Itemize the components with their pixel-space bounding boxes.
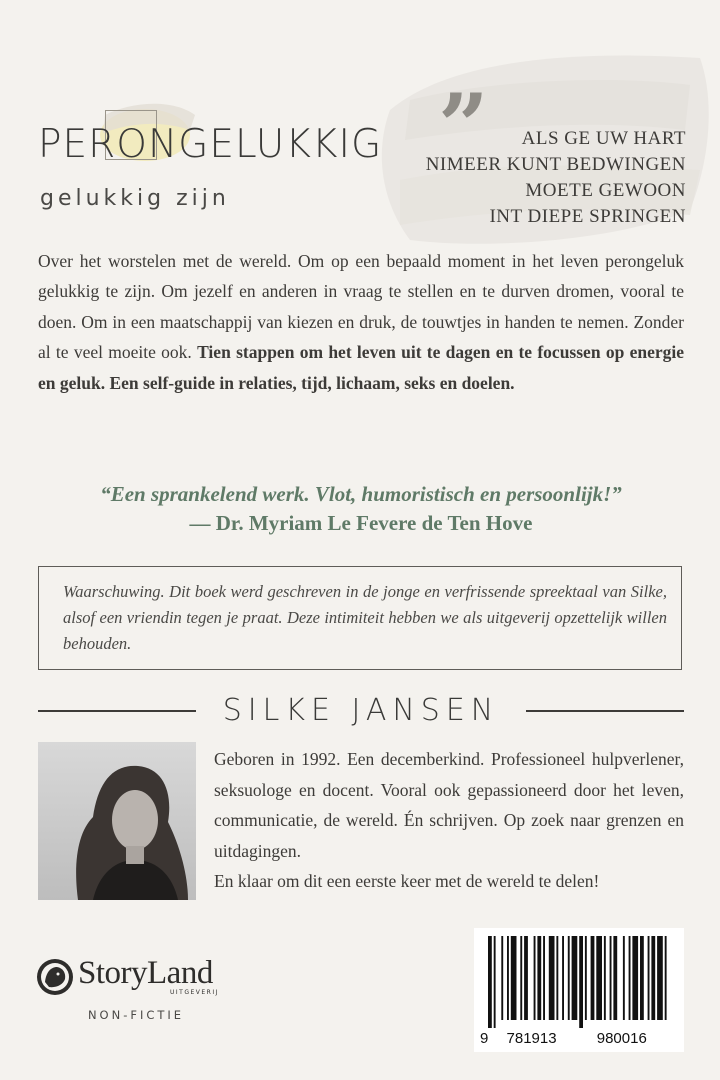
barcode-bar <box>640 936 644 1020</box>
quote-mark-icon: ” <box>438 74 489 178</box>
barcode-bar <box>549 936 555 1020</box>
barcode-bar <box>494 936 496 1028</box>
divider-right <box>526 710 684 712</box>
barcode-bar <box>657 936 663 1020</box>
isbn <box>480 1030 680 1047</box>
publisher-sub: UITGEVERIJ <box>170 989 219 996</box>
barcode-bar <box>651 936 655 1020</box>
review-attribution: — Dr. Myriam Le Fevere de Ten Hove <box>189 511 533 535</box>
barcode-bar <box>520 936 522 1020</box>
barcode-bar <box>613 936 617 1020</box>
barcode-bar <box>623 936 625 1020</box>
barcode-bar <box>610 936 612 1020</box>
author-bio <box>214 744 684 897</box>
divider-left <box>38 710 196 712</box>
barcode-bar <box>501 936 503 1020</box>
barcode-bar <box>488 936 492 1028</box>
barcode-bar <box>524 936 528 1020</box>
review-quote: “Een sprankelend werk. Vlot, humoristisch en persoonlijk!” <box>100 482 622 506</box>
barcode-bar <box>511 936 517 1020</box>
isbn-middle: 781913 <box>506 1030 557 1047</box>
verse-line: ALS GE UW HART <box>521 128 686 149</box>
barcode-bar <box>604 936 606 1020</box>
isbn-last: 980016 <box>596 1030 647 1047</box>
barcode-bar <box>534 936 536 1020</box>
barcode-bar <box>537 936 541 1020</box>
barcode-bars <box>474 928 684 1028</box>
barcode-bar <box>507 936 509 1020</box>
book-title: PERONGELUKKIG <box>38 122 383 167</box>
description-bold: Tien stappen om het leven uit te dagen en te focussen op energie en geluk. Een self-guide in relaties, tijd, lichaam, seks en doelen. <box>38 342 685 393</box>
barcode-bar <box>591 936 595 1020</box>
description <box>38 246 684 398</box>
bio-text: Geboren in 1992. Een decemberkind. Professioneel hulpverlener, seksuologe en docent. Vooral ook gepassioneerd door het leven, communicatie, de wereld. Én schrijven. Op zoek naar grenzen en uitdagingen. <box>214 749 684 861</box>
bio-last-line: En klaar om dit een eerste keer met de wereld te delen! <box>214 871 600 891</box>
publisher-name: StoryLand <box>78 955 213 991</box>
verse-line: MOETE GEWOON <box>525 180 686 201</box>
barcode-bar <box>585 936 587 1020</box>
warning-text: Waarschuwing. Dit boek werd geschreven in de jonge en verfrissende spreektaal van Silke, alsof een vriendin tegen je praat. Deze intimiteit hebben we als uitgeverij opzettelijk willen behouden. <box>63 582 667 653</box>
barcode-bar <box>629 936 631 1020</box>
verse-line: INT DIEPE SPRINGEN <box>489 206 686 227</box>
barcode-bar <box>648 936 650 1020</box>
warning-box <box>38 566 682 670</box>
book-subtitle: gelukkig zijn <box>40 186 230 211</box>
isbn-prefix: 9 <box>480 1030 489 1047</box>
verse-line: NIMEER KUNT BEDWINGEN <box>425 154 686 175</box>
barcode-bar <box>579 936 583 1028</box>
description-text: Over het worstelen met de wereld. Om op een bepaald moment in het leven perongeluk gelukkig te zijn. Om jezelf en anderen in vraag te stellen en te durven dromen, vooral te doen. Om in een maatschappij van kiezen en druk, de touwtjes in handen te nemen. Zonder al te veel moeite ook. <box>38 251 684 363</box>
review <box>38 480 684 538</box>
barcode-bar <box>543 936 545 1020</box>
genre-label: NON-FICTIE <box>87 1008 185 1022</box>
verse-quote <box>420 126 686 230</box>
author-name: SILKE JANSEN <box>222 693 500 728</box>
author-photo <box>38 742 196 900</box>
barcode-bar <box>665 936 667 1020</box>
barcode-bar <box>562 936 564 1020</box>
barcode-bar <box>572 936 578 1020</box>
lion-logo-icon <box>36 958 74 996</box>
barcode-bar <box>568 936 570 1020</box>
barcode-bar <box>632 936 638 1020</box>
barcode-bar <box>556 936 558 1020</box>
barcode-bar <box>596 936 602 1020</box>
